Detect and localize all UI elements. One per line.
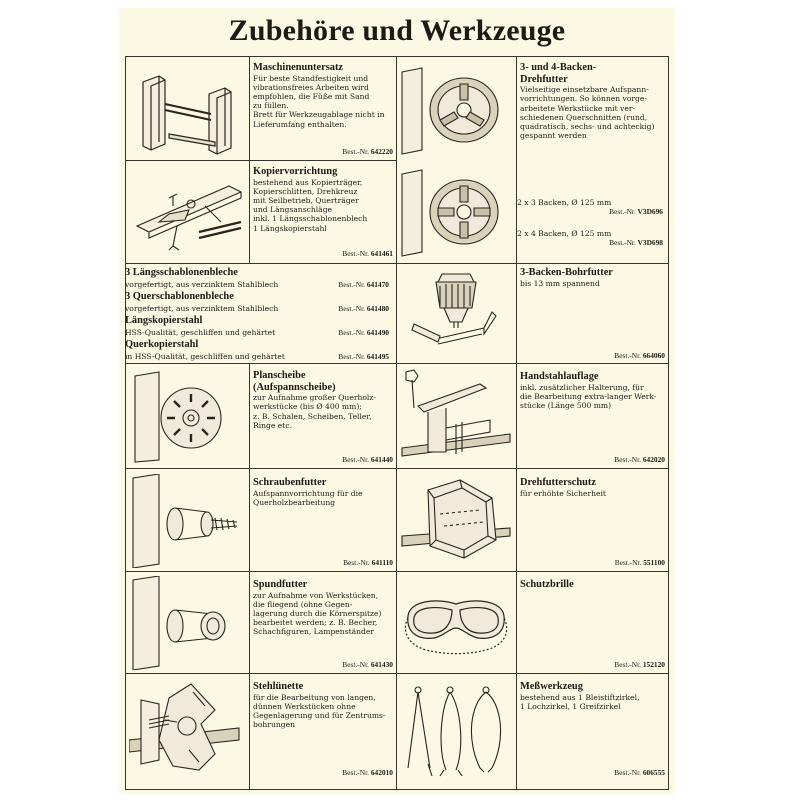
product-backen-drehfutter <box>520 62 666 140</box>
variant-four-jaw <box>517 229 663 247</box>
product-description: vorgefertigt, aus verzinktem Stahlblech <box>125 280 279 289</box>
column-divider <box>396 56 397 790</box>
safety-goggles-icon <box>400 578 512 670</box>
order-number: Best.-Nr. 551100 <box>614 558 665 567</box>
product-name: 3 Querschablonenbleche <box>125 291 234 302</box>
product-name: Schraubenfutter <box>253 477 327 488</box>
product-description: zur Aufnahme von Werkstücken, die fliegend (ohne Gegen- lagerung durch die Körnerspitze) bearbeitet werden; z. B. Becher, Schachfiguren, Lampenständer <box>253 590 382 637</box>
product-handstahlauflage <box>520 371 666 410</box>
product-maschinenuntersatz <box>253 62 393 129</box>
drill-chuck-icon <box>400 268 512 360</box>
product-description: zur Aufnahme großer Querholz- werkstücke (bis Ø 400 mm); z. B. Schalen, Scheiben, Teller, Ringe etc. <box>253 393 376 430</box>
product-name: Maschinenuntersatz <box>253 62 344 73</box>
product-name: Drehfutterschutz <box>520 477 596 488</box>
product-name: 3 Längsschablonenbleche <box>125 267 238 278</box>
product-description: bestehend aus 1 Bleistiftzirkel, 1 Lochzirkel, 1 Greifzirkel <box>520 692 640 711</box>
product-description: in HSS-Qualität, geschliffen und gehärtet <box>125 352 285 361</box>
product-kopiervorrichtung <box>253 166 393 233</box>
order-number: Best.-Nr. 641110 <box>343 558 393 567</box>
product-description: HSS-Qualität, geschliffen und gehärtet <box>125 328 276 337</box>
product-name: 3-Backen-Bohrfutter <box>520 267 613 278</box>
order-number: Best.-Nr. 641440 <box>342 455 393 464</box>
product-name: Handstahlauflage <box>520 371 599 382</box>
order-number: Best.-Nr. 642020 <box>614 455 665 464</box>
product-description: bis 13 mm spannend <box>520 278 600 288</box>
chuck-guard-icon <box>400 474 512 568</box>
product-name: Schutzbrille <box>520 579 574 590</box>
row-divider <box>125 363 396 364</box>
product-name: Meßwerkzeug <box>520 681 583 692</box>
variant-text: 2 x 4 Backen, Ø 125 mm <box>517 229 612 238</box>
variant-three-jaw <box>517 198 663 216</box>
product-name: Spundfutter <box>253 579 308 590</box>
order-number: Best.-Nr. 642220 <box>342 147 393 156</box>
product-name: Planscheibe (Aufspannscheibe) <box>253 370 336 393</box>
order-number: Best.-Nr. 664060 <box>614 351 665 360</box>
row-divider <box>125 468 396 469</box>
frame-top-rule <box>125 56 669 57</box>
frame-bottom-rule <box>125 789 669 790</box>
product-name: Querkopierstahl <box>125 339 199 350</box>
product-name: Stehlünette <box>253 681 304 692</box>
product-name: 3- und 4-Backen- Drehfutter <box>520 62 597 85</box>
four-jaw-chuck-icon <box>400 164 512 260</box>
order-number: Best.-Nr. 641490 <box>338 328 389 337</box>
measuring-tools-icon <box>400 680 512 784</box>
product-description: inkl. zusätzlicher Halterung, für die Bearbeitung extra-langer Werk- stücke (Länge 500 mm) <box>520 382 657 410</box>
cup-chuck-icon <box>129 576 245 670</box>
order-number: Best.-Nr. 641470 <box>338 280 389 289</box>
order-number: Best.-Nr. V3D696 <box>609 207 663 216</box>
order-number: Best.-Nr. 606555 <box>614 768 665 777</box>
product-stehluenette <box>253 681 393 729</box>
row-divider <box>396 571 668 572</box>
order-number: Best.-Nr. 641480 <box>338 304 389 313</box>
faceplate-icon <box>129 370 245 464</box>
product-spundfutter <box>253 579 393 637</box>
frame-right-rule <box>668 56 669 790</box>
row-divider <box>396 363 668 364</box>
product-schraubenfutter <box>253 477 393 507</box>
row-divider <box>125 160 396 161</box>
page-title: Zubehöre und Werkzeuge <box>228 14 566 47</box>
product-description: bestehend aus Kopierträger, Kopierschlitten, Drehkreuz mit Seilbetrieb, Querträger und Längsanschläge inkl. 1 Längsschablonenblech 1 Längskopierstahl <box>253 177 368 233</box>
row-divider <box>396 468 668 469</box>
order-number: Best.-Nr. 641461 <box>342 249 393 258</box>
product-bohrfutter <box>520 267 666 288</box>
product-name: Längskopierstahl <box>125 315 203 326</box>
frame-left-rule <box>125 56 126 790</box>
product-description: für erhöhte Sicherheit <box>520 488 606 498</box>
product-description: für die Bearbeitung von langen, dünnen Werkstücken ohne Gegenlagerung und für Zentrums- bohrungen <box>253 692 386 730</box>
steady-rest-icon <box>129 680 245 786</box>
order-number: Best.-Nr. 152120 <box>614 660 665 669</box>
row-divider <box>125 571 396 572</box>
machine-stand-icon <box>129 64 245 156</box>
catalog-sheet <box>119 8 675 794</box>
screw-chuck-icon <box>129 474 245 568</box>
row-divider <box>125 673 396 674</box>
row-divider <box>396 263 668 264</box>
three-jaw-chuck-icon <box>400 62 512 158</box>
tool-rest-icon <box>400 368 512 464</box>
row-divider <box>125 263 396 264</box>
order-number: Best.-Nr. 642010 <box>342 768 393 777</box>
product-planscheibe <box>253 370 393 430</box>
inner-divider <box>516 56 517 790</box>
inner-divider <box>249 363 250 790</box>
product-drehfutterschutz <box>520 477 666 498</box>
order-number: Best.-Nr. 641430 <box>342 660 393 669</box>
product-description: Vielseitige einsetzbare Aufspann- vorrichtungen. So können vorge- arbeitete Werkstücke mit ver- schiedenen Querschnitten (rund, quadratisch, sechs- und achteckig) gespannt werden <box>520 85 655 141</box>
product-name: Kopiervorrichtung <box>253 166 338 177</box>
order-number: Best.-Nr. V3D698 <box>609 238 663 247</box>
product-schutzbrille <box>520 579 666 591</box>
variant-text: 2 x 3 Backen, Ø 125 mm <box>517 198 612 207</box>
row-divider <box>396 673 668 674</box>
product-description: Aufspannvorrichtung für die Querholzbearbeitung <box>253 488 363 507</box>
product-messwerkzeug <box>520 681 666 711</box>
order-number: Best.-Nr. 641495 <box>338 352 389 361</box>
copy-device-icon <box>129 166 245 258</box>
product-description: vorgefertigt, aus verzinktem Stahlblech <box>125 304 279 313</box>
product-description: Für beste Standfestigkeit und vibrationsfreies Arbeiten wird empfohlen, die Füße mit Sand zu füllen. Brett für Werkzeugablage nicht in Lieferumfang enthalten. <box>253 73 385 129</box>
